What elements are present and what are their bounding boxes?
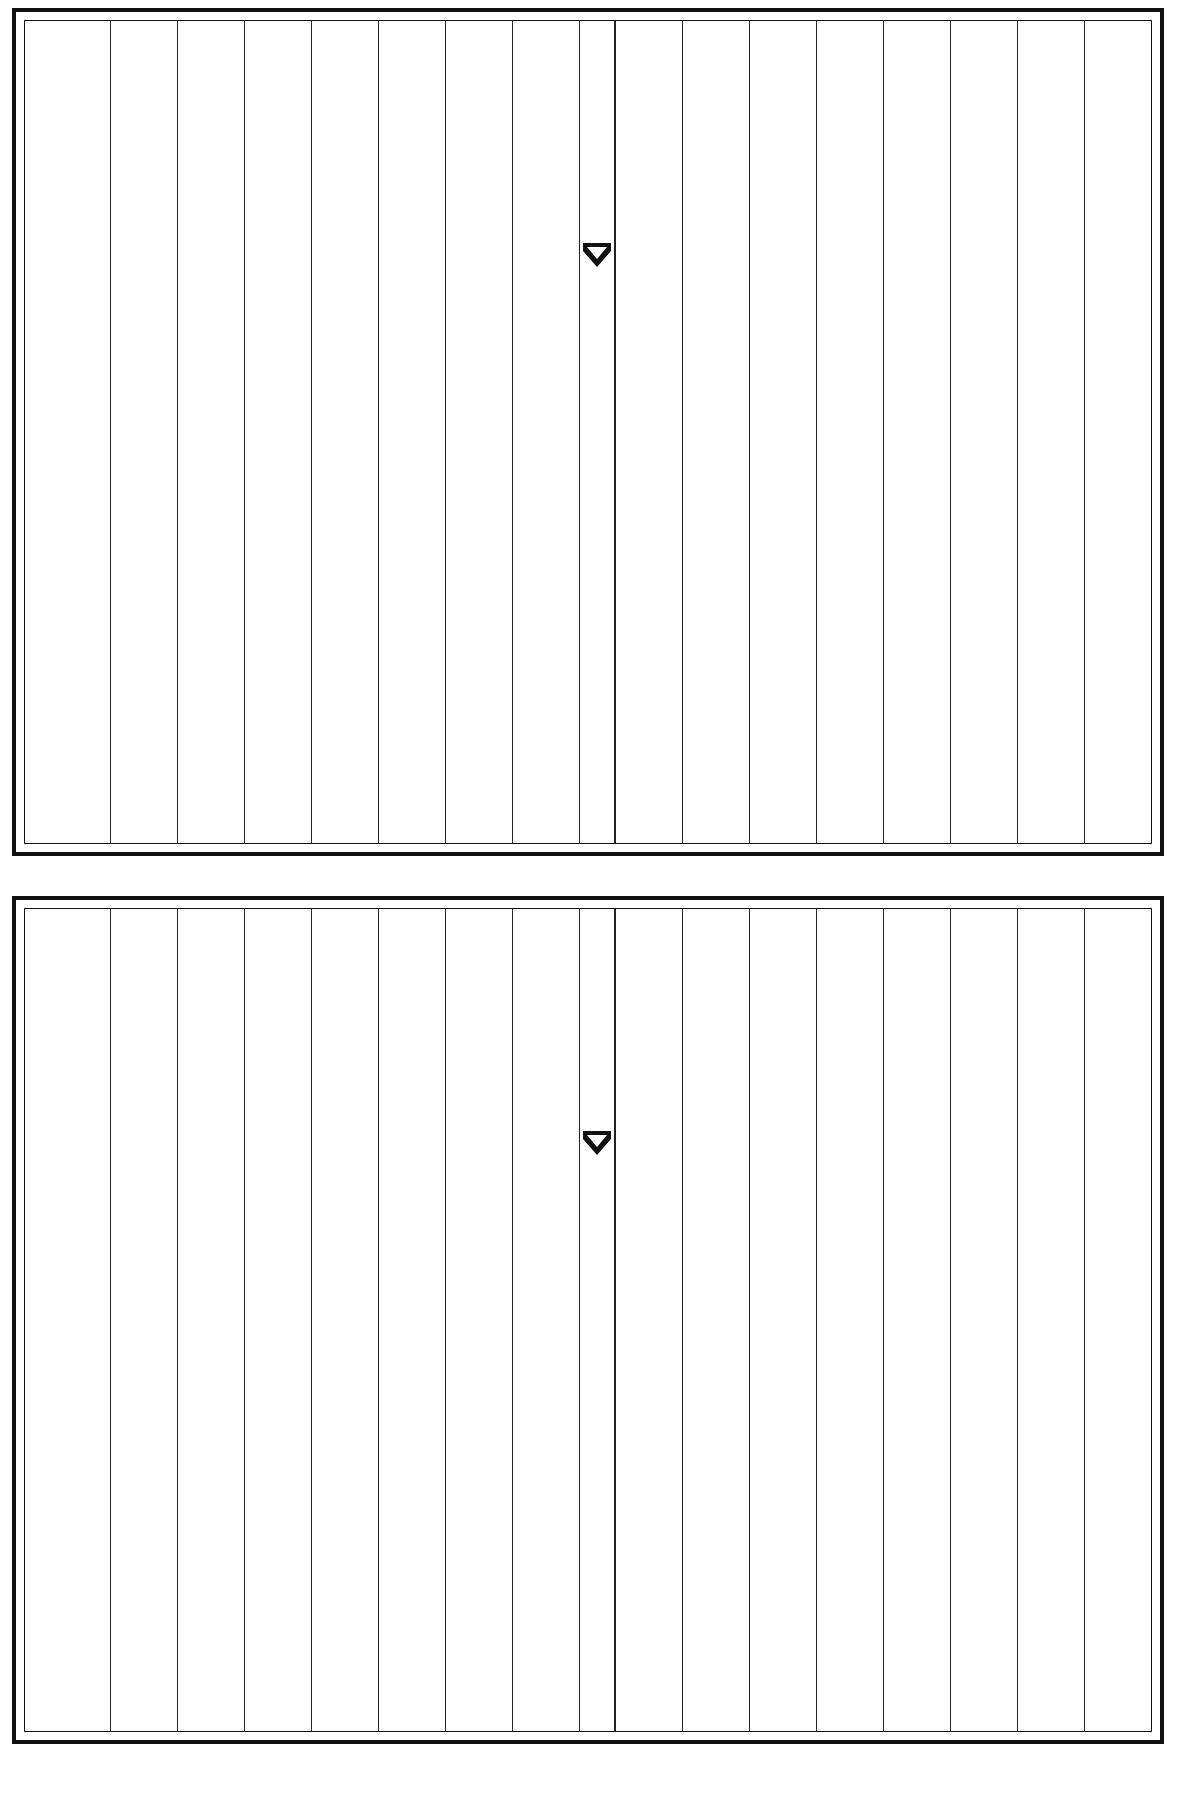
commentary-column <box>984 21 1017 843</box>
commentary-column <box>716 21 749 843</box>
main-text-column <box>1017 909 1084 1731</box>
main-text-column <box>43 909 110 1731</box>
commentary-column-pair <box>378 21 445 843</box>
commentary-column-pair <box>883 21 950 843</box>
main-text-column <box>244 21 311 843</box>
main-text-column <box>1084 21 1151 843</box>
commentary-column <box>850 21 883 843</box>
main-text-column <box>311 909 378 1731</box>
main-text-column <box>512 909 579 1731</box>
main-text-column <box>1084 909 1151 1731</box>
main-text-column <box>110 909 177 1731</box>
commentary-column <box>750 21 783 843</box>
commentary-column-pair <box>615 21 682 843</box>
commentary-column-pair <box>1017 21 1084 843</box>
main-text-column <box>177 909 244 1731</box>
top-text-columns <box>25 21 1151 843</box>
main-text-column <box>110 21 177 843</box>
main-text-column <box>311 21 378 843</box>
main-text-column <box>883 909 950 1731</box>
commentary-column <box>479 21 512 843</box>
main-text-column <box>816 909 883 1731</box>
commentary-column <box>649 21 682 843</box>
main-text-column <box>177 21 244 843</box>
commentary-column-pair <box>445 21 512 843</box>
commentary-column <box>1051 21 1084 843</box>
bottom-page-panel <box>12 896 1164 1744</box>
commentary-column <box>817 21 850 843</box>
main-text-column <box>615 909 682 1731</box>
commentary-column <box>546 21 579 843</box>
center-gutter <box>579 21 615 843</box>
commentary-column-pair <box>950 21 1017 843</box>
commentary-column-pair <box>512 21 579 843</box>
main-text-column <box>445 909 512 1731</box>
main-text-column <box>950 909 1017 1731</box>
commentary-column <box>683 21 716 843</box>
commentary-column <box>446 21 479 843</box>
commentary-column <box>513 21 546 843</box>
commentary-column <box>783 21 816 843</box>
commentary-column <box>412 21 445 843</box>
commentary-column <box>917 21 950 843</box>
center-gutter <box>579 909 615 1731</box>
top-page-frame <box>24 20 1152 844</box>
bottom-page-frame <box>24 908 1152 1732</box>
main-text-column <box>244 909 311 1731</box>
bottom-text-columns <box>25 909 1151 1731</box>
commentary-column <box>1018 21 1051 843</box>
commentary-column <box>616 21 649 843</box>
commentary-column-pair <box>749 21 816 843</box>
commentary-column <box>951 21 984 843</box>
main-text-column <box>749 909 816 1731</box>
main-text-column <box>43 21 110 843</box>
commentary-column-pair <box>682 21 749 843</box>
commentary-column-pair <box>816 21 883 843</box>
commentary-column <box>379 21 412 843</box>
top-page-panel <box>12 8 1164 856</box>
main-text-column <box>378 909 445 1731</box>
commentary-column <box>884 21 917 843</box>
fish-tail-mark-icon <box>583 1129 611 1157</box>
main-text-column <box>682 909 749 1731</box>
fish-tail-mark-icon <box>583 241 611 269</box>
